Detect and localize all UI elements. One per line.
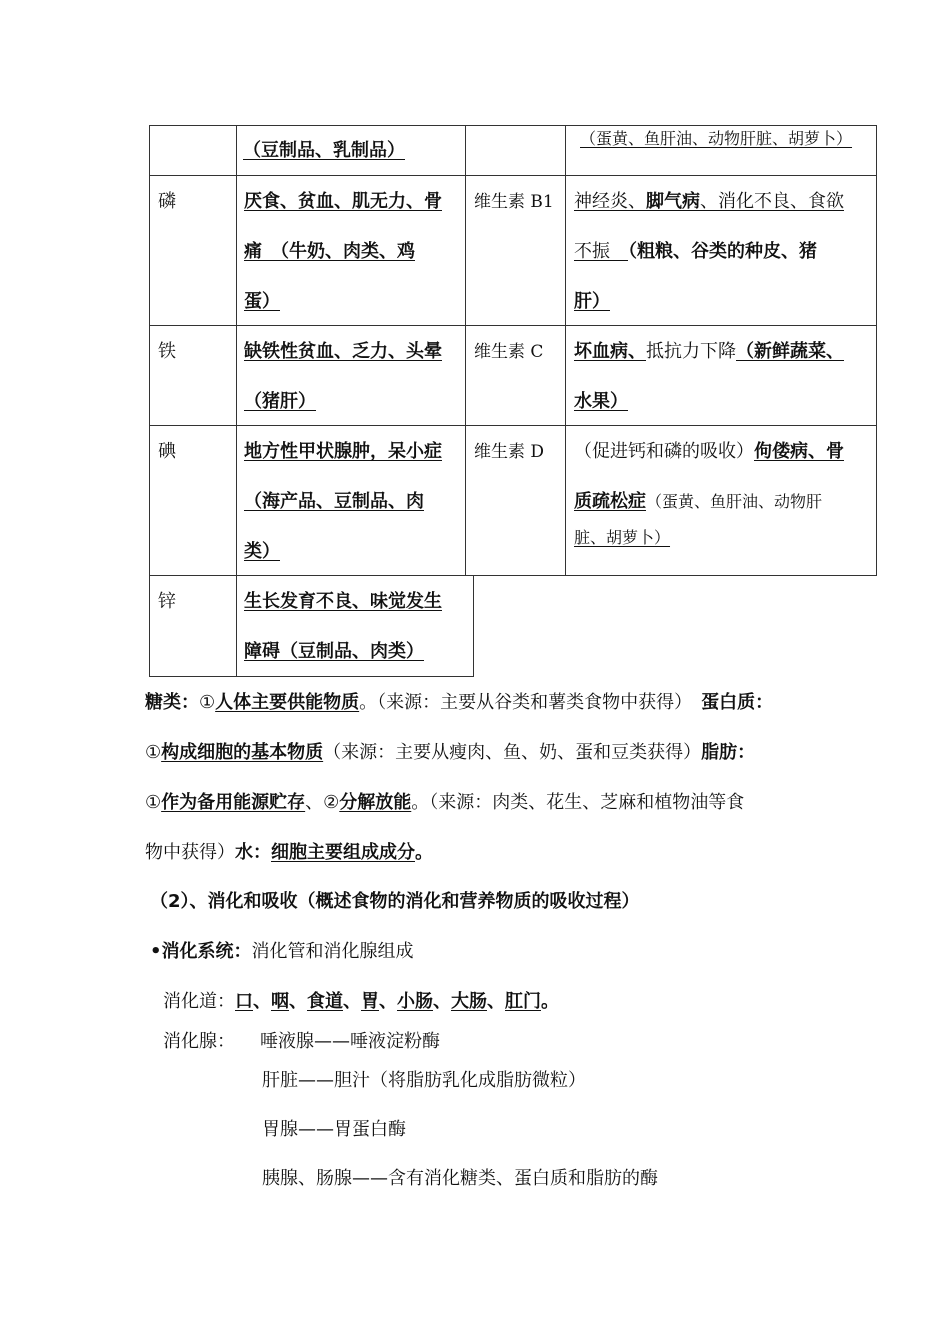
- gland-item: 唾液腺——唾液淀粉酶: [260, 1031, 440, 1052]
- vitamin-deficiency-text: （促进钙和磷的吸收）佝偻病、骨: [574, 441, 844, 462]
- nutrients-line: ①构成细胞的基本物质（来源：主要从瘦肉、鱼、奶、蛋和豆类获得）脂肪：: [145, 742, 756, 763]
- nutrients-line: 物中获得）水：细胞主要组成成分。: [145, 842, 433, 863]
- vitamin-source-text: 肝）: [574, 291, 610, 312]
- deficiency-text: 缺铁性贫血、乏力、头晕: [244, 341, 442, 362]
- vitamin-name: 维生素 C: [474, 342, 544, 362]
- table-cell: [465, 125, 566, 176]
- gland-item: 胃腺——胃蛋白酶: [262, 1119, 406, 1140]
- vitamin-deficiency-text: 坏血病、抵抗力下降（新鲜蔬菜、: [574, 341, 844, 362]
- deficiency-text: 生长发育不良、味觉发生: [244, 591, 442, 612]
- deficiency-text: 痛 （牛奶、肉类、鸡: [244, 241, 415, 262]
- vitamin-deficiency-text: 质疏松症（蛋黄、鱼肝油、动物肝: [574, 491, 823, 512]
- gland-item: 胰腺、肠腺——含有消化糖类、蛋白质和脂肪的酶: [262, 1168, 658, 1189]
- section-heading: （2）、消化和吸收（概述食物的消化和营养物质的吸收过程）: [150, 891, 640, 912]
- mineral-name: 铁: [158, 341, 176, 362]
- nutrients-line: ①作为备用能源贮存、②分解放能。（来源：肉类、花生、芝麻和植物油等食: [145, 792, 745, 813]
- digestive-gland-label: 消化腺：: [163, 1031, 235, 1052]
- deficiency-text: 类）: [244, 541, 280, 562]
- food-source-text: （蛋黄、鱼肝油、动物肝脏、胡萝卜）: [580, 129, 853, 148]
- nutrients-line: 糖类：①人体主要供能物质。（来源：主要从谷类和薯类食物中获得） 蛋白质：: [145, 692, 774, 713]
- deficiency-text: 地方性甲状腺肿，呆小症: [244, 441, 442, 462]
- mineral-name: 锌: [158, 591, 176, 612]
- deficiency-text: （猪肝）: [244, 391, 316, 412]
- vitamin-source-text: 水果）: [574, 391, 628, 412]
- vitamin-source-text: 脏、胡萝卜）: [574, 528, 671, 547]
- gland-item: 肝脏——胆汁（将脂肪乳化成脂肪微粒）: [262, 1070, 586, 1091]
- deficiency-text: （海产品、豆制品、肉: [244, 491, 424, 512]
- vitamin-name: 维生素 B1: [474, 192, 554, 212]
- deficiency-text: 障碍（豆制品、肉类）: [244, 641, 424, 662]
- table-cell: [149, 125, 237, 176]
- vitamin-deficiency-text: 神经炎、脚气病、消化不良、食欲: [574, 191, 844, 212]
- deficiency-text: 厌食、贫血、肌无力、骨: [244, 191, 442, 212]
- digestive-tract-line: 消化道：口、咽、食道、胃、小肠、大肠、肛门。: [163, 991, 559, 1012]
- vitamin-deficiency-text: 不振 （粗粮、谷类的种皮、猪: [574, 241, 817, 262]
- mineral-name: 磷: [158, 191, 176, 212]
- deficiency-text: 蛋）: [244, 291, 280, 312]
- digestive-system-line: •消化系统：消化管和消化腺组成: [150, 941, 414, 962]
- vitamin-name: 维生素 D: [474, 442, 545, 462]
- food-source-text: （豆制品、乳制品）: [243, 140, 405, 161]
- mineral-name: 碘: [158, 441, 176, 462]
